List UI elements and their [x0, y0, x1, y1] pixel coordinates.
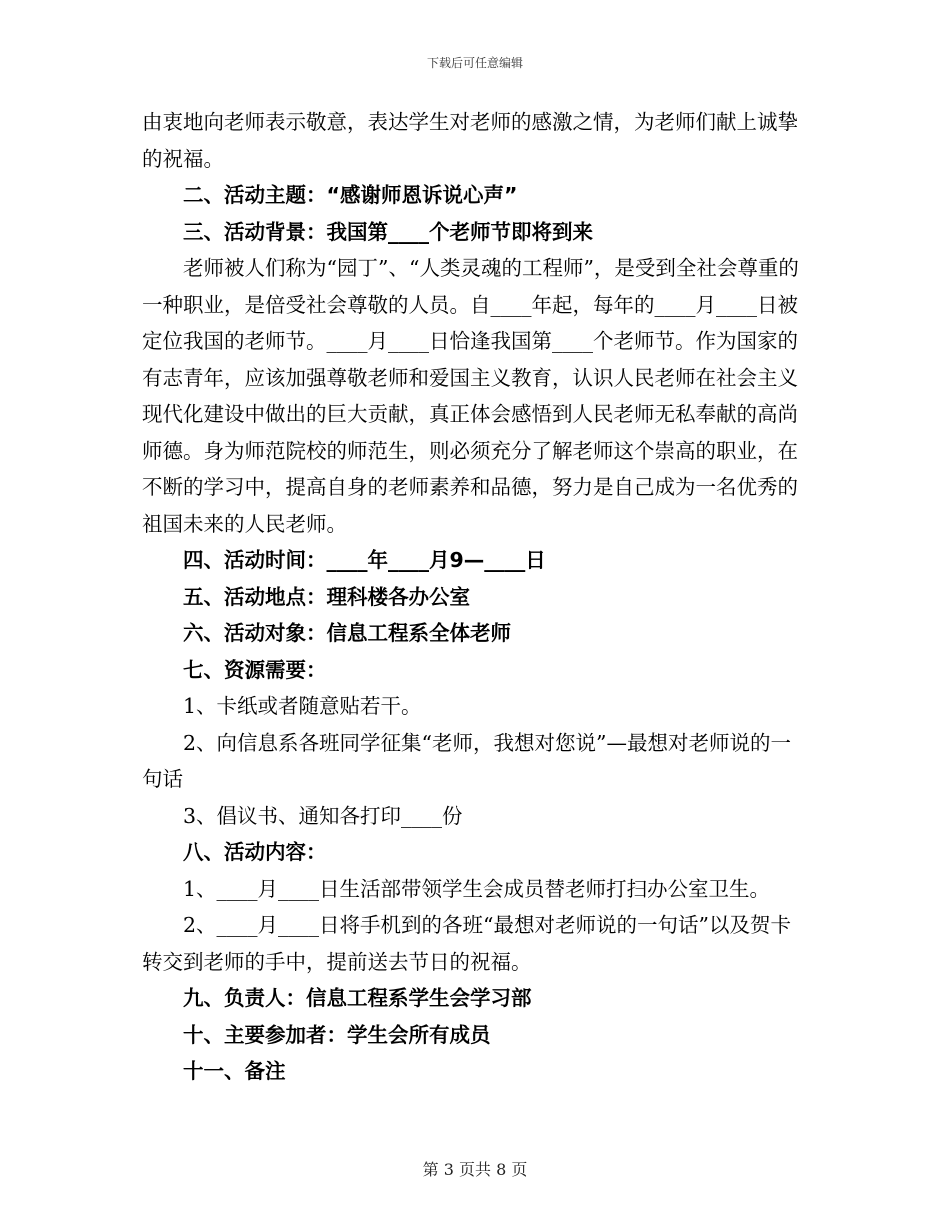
section-heading-content: 八、活动内容： [183, 840, 327, 864]
list-item-resource-3: 3、倡议书、通知各打印____份 [183, 803, 463, 828]
page-header: 下载后可任意编辑 [426, 56, 523, 70]
list-item-resource-1: 1、卡纸或者随意贴若干。 [183, 694, 422, 718]
page-footer: 第 3 页共 8 页 [422, 1160, 528, 1179]
paragraph-intro: 由衷地向老师表示敬意，表达学生对老师的感激之情，为老师们献上诚挚的祝福。 [142, 110, 798, 171]
list-item-resource-2: 2、向信息系各班同学征集“老师，我想对您说”—最想对老师说的一句话 [142, 730, 792, 791]
section-heading-owner: 九、负责人：信息工程系学生会学习部 [183, 986, 532, 1010]
section-heading-notes: 十一、备注 [183, 1059, 286, 1083]
document-body [142, 104, 810, 1090]
list-item-content-1: 1、____月____日生活部带领学生会成员替老师打扫办公室卫生。 [183, 876, 771, 901]
section-heading-theme: 二、活动主题：“感谢师恩诉说心声” [183, 183, 518, 207]
section-heading-time: 四、活动时间：____年____月9—____日 [183, 548, 546, 572]
section-heading-audience: 六、活动对象：信息工程系全体老师 [183, 621, 511, 645]
section-heading-resources: 七、资源需要： [183, 657, 327, 682]
section-heading-location: 五、活动地点：理科楼各办公室 [183, 584, 470, 609]
section-heading-background: 三、活动背景：我国第____个老师节即将到来 [183, 219, 593, 244]
section-heading-participants: 十、主要参加者：学生会所有成员 [183, 1022, 491, 1047]
list-item-content-2: 2、____月____日将手机到的各班“最想对老师说的一句话”以及贺卡转交到老师的手中，提前送去节日的祝福。 [142, 913, 792, 974]
paragraph-background: 老师被人们称为“园丁”、“人类灵魂的工程师”，是受到全社会尊重的一种职业，是倍受社会尊敬的人员。自____年起，每年的____月____日被定位我国的老师节。____月____日恰逢我国第____个老师节。作为国家的有志青年，应该加强尊敬老师和爱国主义教育，认识人民老师在社会主义现代化建设中做出的巨大贡献，真正体会感悟到人民老师无私奉献的高尚师德。身为师范院校的师范生，则必须充分了解老师这个崇高的职业，在不断的学习中，提高自身的老师素养和品德，努力是自己成为一名优秀的祖国未来的人民老师。 [142, 256, 799, 536]
